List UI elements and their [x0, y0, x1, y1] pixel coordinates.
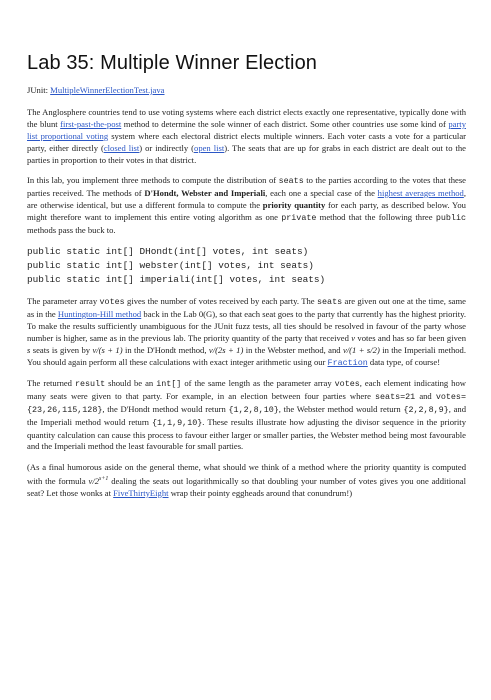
aside-paragraph: (As a final humorous aside on the general theme, what should we think of a method where the priority quantity is computed with the formula $v/2^{s+1}$ dealing the seats out logarithmically so that doubling your number of votes gives you one additional seat? Let those wonks at FiveThirtyEight wrap their pointy eggheads around that conundrum!)	[27, 461, 466, 498]
result-paragraph: The returned result should be an int[] of the same length as the parameter array votes, each element indicating how many seats were given to that party. For example, in an election between four parties where seats=21 and votes={23,26,115,128}, the D'Hondt method would return {1,2,8,10}, the Webster method would return {2,2,8,9}, and the Imperiali method would return {1,1,9,10}. These results illustrate how adjusting the divisor sequence in the priority quantity calculation can cause this process to favour either larger or smaller parties, the Webster method being most favourable and the Imperiali method the least favourable for small parties.	[27, 377, 466, 452]
intro-paragraph: The Anglosphere countries tend to use voting systems where each district elects exactly one representative, typically done with the blunt first-past-the-post method to determine the sole winner of each district. Some other countries use some kind of party list proportional voting system where each electoral district elects multiple winners. Each voter casts a vote for a particular party, either directly (closed list) or indirectly (open list). The seats that are up for grabs in each district are dealt out to the parties in proportion to their votes in that district.	[27, 106, 466, 165]
method-signatures-code-block	[27, 245, 466, 287]
formula-dhondt: v/(s + 1)	[92, 344, 123, 355]
link-open-list[interactable]: open list	[194, 142, 225, 153]
bold-method-names: D'Hondt, Webster and Imperiali	[144, 187, 266, 198]
code-line-imperiali: public static int[] imperiali(int[] votes, int seats)	[27, 273, 326, 285]
code-example-votes: votes={23,26,115,128}	[27, 391, 466, 415]
code-int-array: int[]	[156, 378, 182, 389]
link-first-past-the-post[interactable]: first-past-the-post	[60, 118, 122, 129]
code-result-webster: {2,2,8,9}	[403, 404, 449, 415]
code-result-dhondt: {1,2,8,10}	[228, 404, 279, 415]
formula-logarithmic: $v/2^{s+1}$	[88, 475, 109, 486]
formula-imperiali: v/(1 + s/2)	[342, 344, 380, 355]
code-votes: votes	[99, 296, 125, 307]
parameters-paragraph: The parameter array votes gives the number of votes received by each party. The seats are given out one at the time, same as in the Huntington-Hill method back in the Lab 0(G), so that each seat goes to the party that currently has the highest priority. To make the results sufficiently unambiguous for the JUnit fuzz tests, all ties should be resolved in favour of the party whose number is higher, same as in the previous lab. The priority quantity of the party that received v votes and has so far been given s seats is given by v/(s + 1) in the D'Hondt method, v/(2s + 1) in the Webster method, and v/(1 + s/2) in the Imperiali method. You should again perform all these calculations with exact integer arithmetic using our Fraction data type, of course!	[27, 295, 466, 368]
code-result-imperiali: {1,1,9,10}	[152, 417, 203, 428]
link-fraction[interactable]: Fraction	[327, 357, 368, 368]
bold-priority-quantity: priority quantity	[262, 199, 326, 210]
formula-webster: v/(2s + 1)	[208, 344, 244, 355]
link-highest-averages-method[interactable]: highest averages method	[377, 187, 464, 198]
link-fivethirtyeight[interactable]: FiveThirtyEight	[113, 487, 169, 498]
link-closed-list[interactable]: closed list	[103, 142, 140, 153]
code-line-webster: public static int[] webster(int[] votes, int seats)	[27, 259, 314, 271]
task-paragraph: In this lab, you implement three methods to compute the distribution of seats to the parties according to the votes that these parties received. The methods of D'Hondt, Webster and Imperiali, each one a special case of the highest averages method, are otherwise identical, but use a different formula to compute the priority quantity for each party, as described below. You might therefore want to implement this entire voting algorithm as one private method that the following three public methods pass the buck to.	[27, 174, 466, 235]
code-example-seats: seats=21	[375, 391, 416, 402]
code-seats: seats	[278, 175, 304, 186]
link-huntington-hill-method[interactable]: Huntington-Hill method	[57, 308, 142, 319]
junit-test-link[interactable]: MultipleWinnerElectionTest.java	[50, 85, 165, 95]
code-public: public	[435, 212, 466, 223]
code-seats: seats	[317, 296, 343, 307]
code-private: private	[281, 212, 317, 223]
code-result: result	[74, 378, 106, 389]
code-line-dhondt: public static int[] DHondt(int[] votes, int seats)	[27, 245, 309, 257]
junit-line	[27, 85, 466, 97]
link-party-list-proportional-voting[interactable]: party list proportional voting	[27, 118, 466, 141]
page-title: Lab 35: Multiple Winner Election	[27, 52, 318, 74]
code-votes: votes	[334, 378, 360, 389]
junit-label: JUnit:	[27, 85, 49, 95]
